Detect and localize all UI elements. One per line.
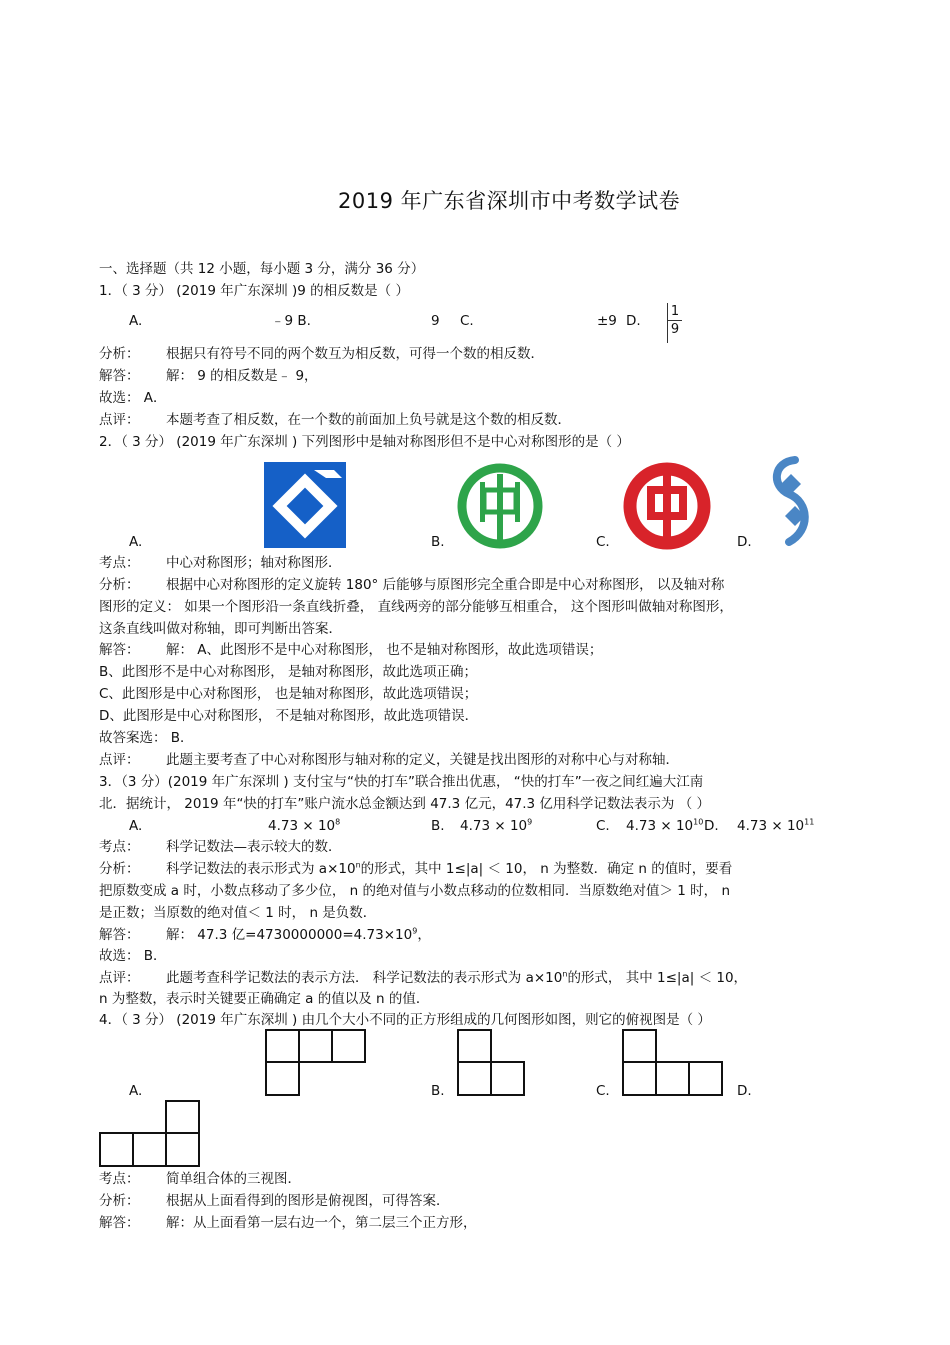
q2-comment-label: 点评： [99, 752, 140, 768]
q3-answer [166, 926, 431, 944]
q1-comment: 本题考查了相反数，在一个数的前面加上负号就是这个数的相反数． [166, 412, 571, 428]
q3-option-c-base: 4.73 × 10 [626, 818, 694, 834]
q2-option-a-label: A. [129, 534, 143, 550]
q3-option-d-base: 4.73 × 10 [737, 818, 805, 834]
q2-analysis-3: 这条直线叫做对称轴，即可判断出答案． [99, 621, 342, 637]
q4-option-b-label: B. [431, 1083, 445, 1099]
q1-analysis: 根据只有符号不同的两个数互为相反数，可得一个数的相反数． [166, 346, 544, 362]
q2-answer-b: B、此图形不是中心对称图形， 是轴对称图形，故此选项正确； [99, 664, 478, 680]
q3-point-label: 考点： [99, 839, 140, 855]
fraction-denominator: 9 [670, 322, 680, 337]
q4-option-d-label: D. [737, 1083, 752, 1099]
q1-answer: 解： 9 的相反数是﹣ 9， [166, 368, 318, 384]
q2-choice: 故答案选： B． [99, 730, 194, 746]
q2-answer-c: C、此图形是中心对称图形， 也是轴对称图形，故此选项错误； [99, 686, 478, 702]
q1-option-c-label: C. [460, 313, 474, 329]
q3-option-b-exponent: 9 [527, 817, 533, 827]
q3-answer-text: 解： 47.3 亿=4730000000=4.73×10 [166, 927, 413, 943]
q3-analysis-1-part-a: 科学记数法的表示形式为 a×10 [166, 861, 356, 877]
q4-stem: 4．（ 3 分） (2019 年广东深圳 ) 由几个大小不同的正方形组成的几何图形如图，则它的俯视图是（ ） [99, 1012, 711, 1028]
q1-option-d-label: D. [626, 313, 641, 329]
q2-stem: 2．（ 3 分） (2019 年广东深圳 ) 下列图形中是轴对称图形但不是中心对称图形的是（ ） [99, 434, 630, 450]
q1-comment-label: 点评： [99, 412, 140, 428]
q3-option-d-value [737, 817, 814, 835]
q4-option-c-figure [622, 1029, 723, 1097]
q3-choice: 故选： B． [99, 948, 167, 964]
q2-answer-a: 解： A、此图形不是中心对称图形， 也不是轴对称图形，故此选项错误； [166, 642, 603, 658]
q4-option-d-figure [99, 1100, 200, 1168]
q4-option-b-figure [457, 1029, 525, 1097]
q3-point: 科学记数法—表示较大的数． [166, 839, 342, 855]
q4-option-a-figure [265, 1029, 366, 1097]
q3-analysis-1 [166, 860, 732, 878]
q3-option-a-value [268, 817, 340, 835]
q3-option-d-exponent: 11 [804, 817, 815, 827]
q2-answer-label: 解答： [99, 642, 140, 658]
q2-option-b-label: B. [431, 534, 445, 550]
logo-a-icon [264, 462, 346, 548]
q2-analysis-2: 图形的定义： 如果一个图形沿一条直线折叠， 直线两旁的部分能够互相重合， 这个图形叫做轴对称图形， [99, 599, 733, 615]
q4-option-c-label: C. [596, 1083, 610, 1099]
q3-analysis-label: 分析： [99, 861, 140, 877]
q3-option-d-label: D. [704, 818, 719, 834]
q1-option-b-value: 9 [431, 313, 440, 329]
q3-stem-1: 3．（3 分）(2019 年广东深圳 ) 支付宝与“快的打车”联合推出优惠， “快的打车”一夜之间红遍大江南 [99, 774, 704, 790]
q3-option-b-label: B. [431, 818, 445, 834]
section-heading: 一、选择题（共 12 小题，每小题 3 分，满分 36 分） [99, 261, 425, 277]
q3-option-a-label: A. [129, 818, 143, 834]
q1-fraction [667, 303, 682, 343]
q3-comment-2: n 为整数，表示时关键要正确确定 a 的值以及 n 的值． [99, 991, 430, 1007]
q4-point: 简单组合体的三视图． [166, 1171, 301, 1187]
q2-answer-d: D、此图形是中心对称图形， 不是轴对称图形，故此选项错误． [99, 708, 479, 724]
q3-stem-2: 北．据统计， 2019 年“快的打车”账户流水总金额达到 47.3 亿元，47.3 亿用科学记数法表示为 （ ） [99, 796, 710, 812]
q4-option-a-label: A. [129, 1083, 143, 1099]
q2-point: 中心对称图形；轴对称图形． [166, 555, 342, 571]
q1-option-c-value: ±9 [597, 313, 617, 329]
q2-comment: 此题主要考查了中心对称图形与轴对称的定义，关键是找出图形的对称中心与对称轴． [166, 752, 679, 768]
q3-option-c-exponent: 10 [693, 817, 704, 827]
q2-option-c-label: C. [596, 534, 610, 550]
q1-option-a-value: ﹣9 B. [271, 313, 311, 329]
q1-answer-label: 解答： [99, 368, 140, 384]
q3-answer-tail: ， [417, 927, 431, 943]
page-title: 2019 年广东省深圳市中考数学试卷 [338, 189, 681, 213]
q3-option-a-exponent: 8 [335, 817, 341, 827]
q1-stem: 1．（ 3 分） (2019 年广东深圳 )9 的相反数是（ ） [99, 283, 409, 299]
logo-c-icon [622, 462, 712, 550]
q3-analysis-3: 是正数；当原数的绝对值＜ 1 时， n 是负数． [99, 905, 377, 921]
q4-answer: 解：从上面看第一层右边一个，第二层三个正方形， [166, 1215, 477, 1231]
q3-comment-1-part-a: 此题考查科学记数法的表示方法． 科学记数法的表示形式为 a×10 [166, 970, 563, 986]
logo-b-icon [456, 462, 544, 550]
q1-analysis-label: 分析： [99, 346, 140, 362]
q3-option-c-value [626, 817, 703, 835]
q4-analysis: 根据从上面看得到的图形是俯视图，可得答案． [166, 1193, 450, 1209]
q3-option-b-base: 4.73 × 10 [460, 818, 528, 834]
q1-choice: 故选： A． [99, 390, 167, 406]
q3-option-a-base: 4.73 × 10 [268, 818, 336, 834]
q3-answer-exponent: 9 [412, 926, 418, 936]
q4-analysis-label: 分析： [99, 1193, 140, 1209]
q3-comment-1-part-b: 的形式， 其中 1≤|a| ＜ 10， [567, 970, 748, 986]
q3-answer-label: 解答： [99, 927, 140, 943]
q2-analysis-1: 根据中心对称图形的定义旋转 180° 后能够与原图形完全重合即是中心对称图形， 以及轴对称 [166, 577, 725, 593]
q2-point-label: 考点： [99, 555, 140, 571]
q3-comment-label: 点评： [99, 970, 140, 986]
q3-analysis-2: 把原数变成 a 时，小数点移动了多少位， n 的绝对值与小数点移动的位数相同．当原数绝对值＞ 1 时， n [99, 883, 731, 899]
q3-comment-exponent: n [562, 969, 568, 979]
fraction-numerator: 1 [668, 303, 682, 321]
q3-option-b-value [460, 817, 532, 835]
logo-d-icon [765, 452, 821, 550]
q3-comment-1 [166, 969, 747, 987]
q3-analysis-exponent: n [355, 860, 361, 870]
q2-option-d-label: D. [737, 534, 752, 550]
q4-answer-label: 解答： [99, 1215, 140, 1231]
q1-option-a-label: A. [129, 313, 143, 329]
q3-analysis-1-part-b: 的形式，其中 1≤|a| ＜ 10， n 为整数．确定 n 的值时，要看 [360, 861, 733, 877]
q3-option-c-label: C. [596, 818, 610, 834]
q2-analysis-label: 分析： [99, 577, 140, 593]
q4-point-label: 考点： [99, 1171, 140, 1187]
